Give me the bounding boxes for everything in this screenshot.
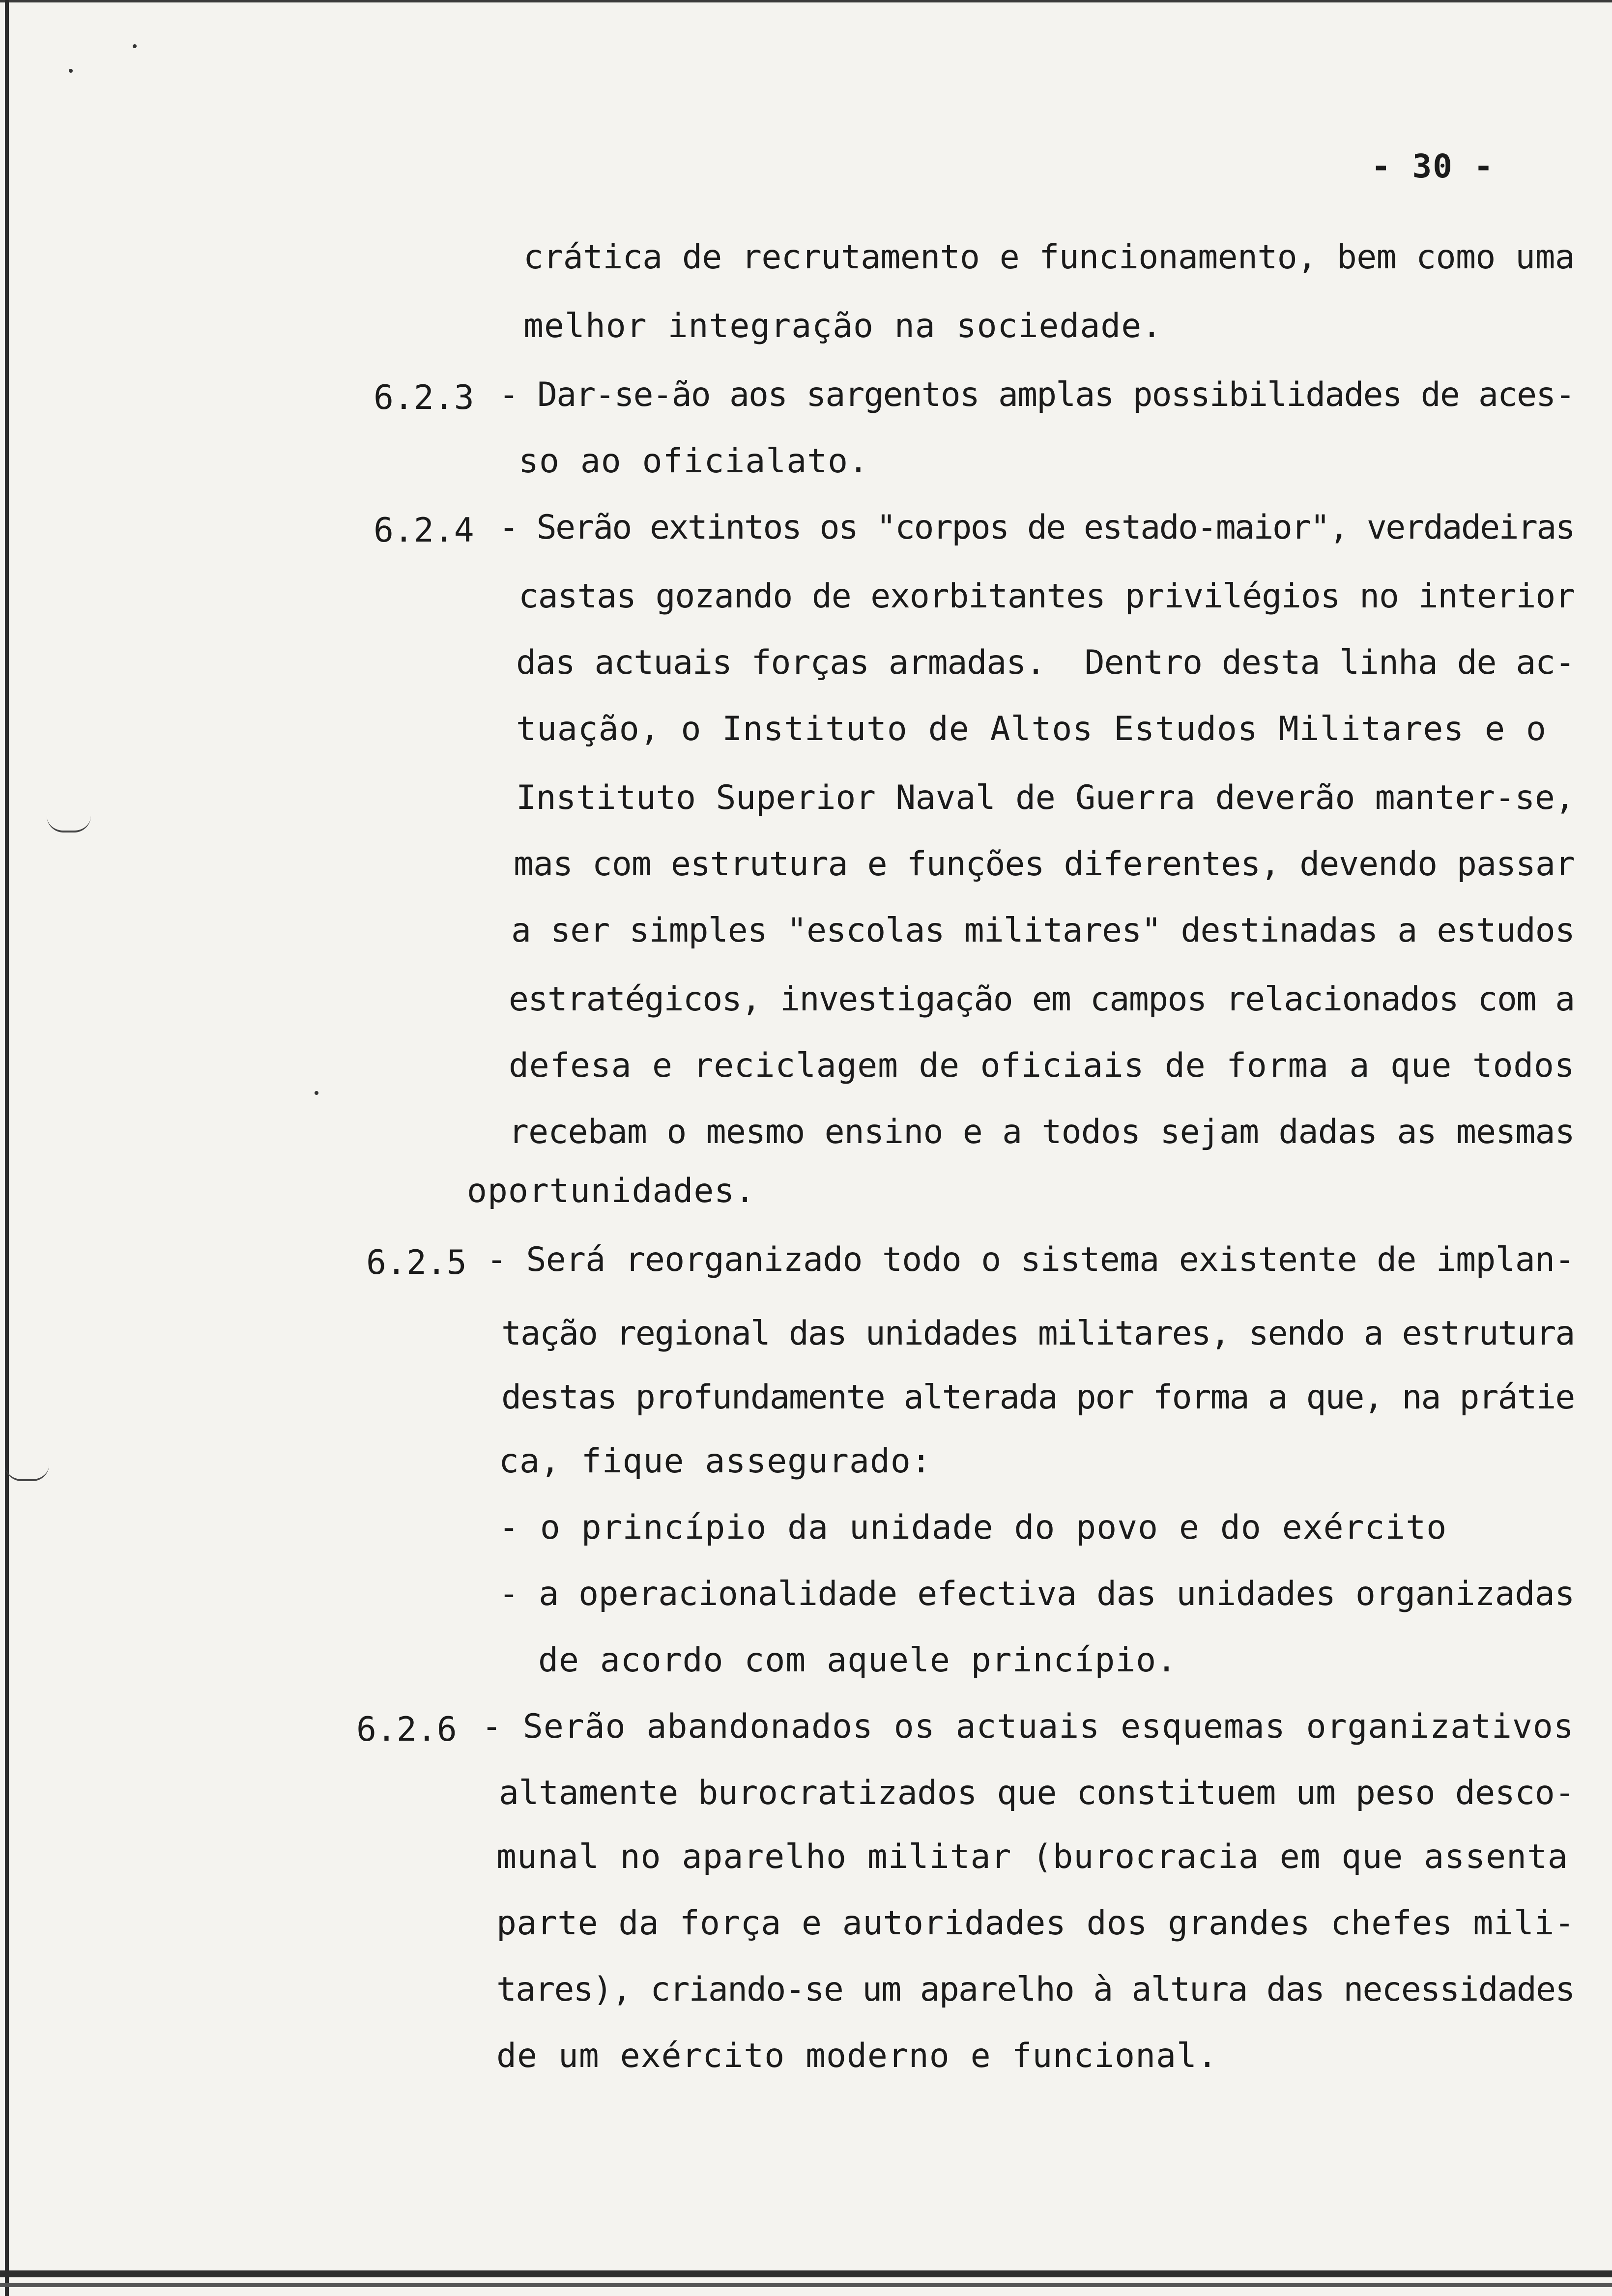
text-line: mas com estrutura e funções diferentes, devendo passar — [514, 845, 1575, 884]
list-item: - o princípio da unidade do povo e do exército — [499, 1508, 1447, 1547]
text-line: ca, fique assegurado: — [499, 1442, 932, 1481]
text-line: - Dar-se-ão aos sargentos amplas possibilidades de aces- — [499, 375, 1575, 414]
text-line: parte da força e autoridades dos grandes chefes mili- — [496, 1904, 1575, 1943]
text-line: a ser simples "escolas militares" destinadas a estudos — [511, 911, 1575, 950]
text-line: estratégicos, investigação em campos relacionados com a — [509, 980, 1575, 1019]
section-number: 6.2.6 — [356, 1710, 457, 1749]
scan-speck — [133, 44, 137, 48]
text-line: altamente burocratizados que constituem um peso desco- — [499, 1774, 1575, 1812]
page-number: - 30 - — [1371, 147, 1495, 185]
list-item: - a operacionalidade efectiva das unidades organizadas — [499, 1575, 1575, 1613]
section-number: 6.2.4 — [374, 511, 474, 550]
text-line: tares), criando-se um aparelho à altura das necessidades — [496, 1970, 1575, 2009]
text-line: recebam o mesmo ensino e a todos sejam dadas as mesmas — [509, 1113, 1575, 1151]
scan-edge-left — [5, 0, 9, 2296]
text-line: melhor integração na sociedade. — [523, 307, 1163, 345]
text-line: crática de recrutamento e funcionamento, bem como uma — [523, 238, 1575, 277]
text-line: das actuais forças armadas. Dentro desta linha de ac- — [516, 643, 1575, 682]
scan-speck — [315, 1091, 318, 1095]
text-line: tação regional das unidades militares, sendo a estrutura — [501, 1314, 1575, 1353]
text-line: so ao oficialato. — [518, 442, 869, 481]
text-line: destas profundamente alterada por forma a que, na prátie — [501, 1378, 1575, 1417]
text-line: tuação, o Instituto de Altos Estudos Militares e o — [516, 710, 1547, 748]
binding-mark — [47, 816, 91, 832]
text-line: - Serão abandonados os actuais esquemas organizativos — [482, 1707, 1574, 1746]
text-line: - Serão extintos os "corpos de estado-maior", verdadeiras — [499, 508, 1575, 547]
scan-edge-top — [0, 0, 1612, 2]
text-line: de um exército moderno e funcional. — [496, 2037, 1218, 2075]
text-line: defesa e reciclagem de oficiais de forma a que todos — [509, 1046, 1575, 1085]
binding-mark — [5, 1464, 49, 1481]
section-number: 6.2.3 — [374, 378, 474, 417]
section-number: 6.2.5 — [366, 1243, 467, 1282]
text-line: munal no aparelho militar (burocracia em que assenta — [496, 1837, 1568, 1876]
text-line: Instituto Superior Naval de Guerra deverão manter-se, — [516, 778, 1575, 817]
scan-edge-bottom — [0, 2270, 1612, 2277]
list-item-continuation: de acordo com aquele princípio. — [538, 1641, 1178, 1680]
scan-edge-bottom-lower — [0, 2283, 1612, 2287]
text-line: oportunidades. — [467, 1172, 756, 1210]
text-line: - Será reorganizado todo o sistema existente de implan- — [487, 1240, 1575, 1279]
scan-speck — [69, 69, 73, 73]
text-line: castas gozando de exorbitantes privilégios no interior — [518, 577, 1575, 616]
